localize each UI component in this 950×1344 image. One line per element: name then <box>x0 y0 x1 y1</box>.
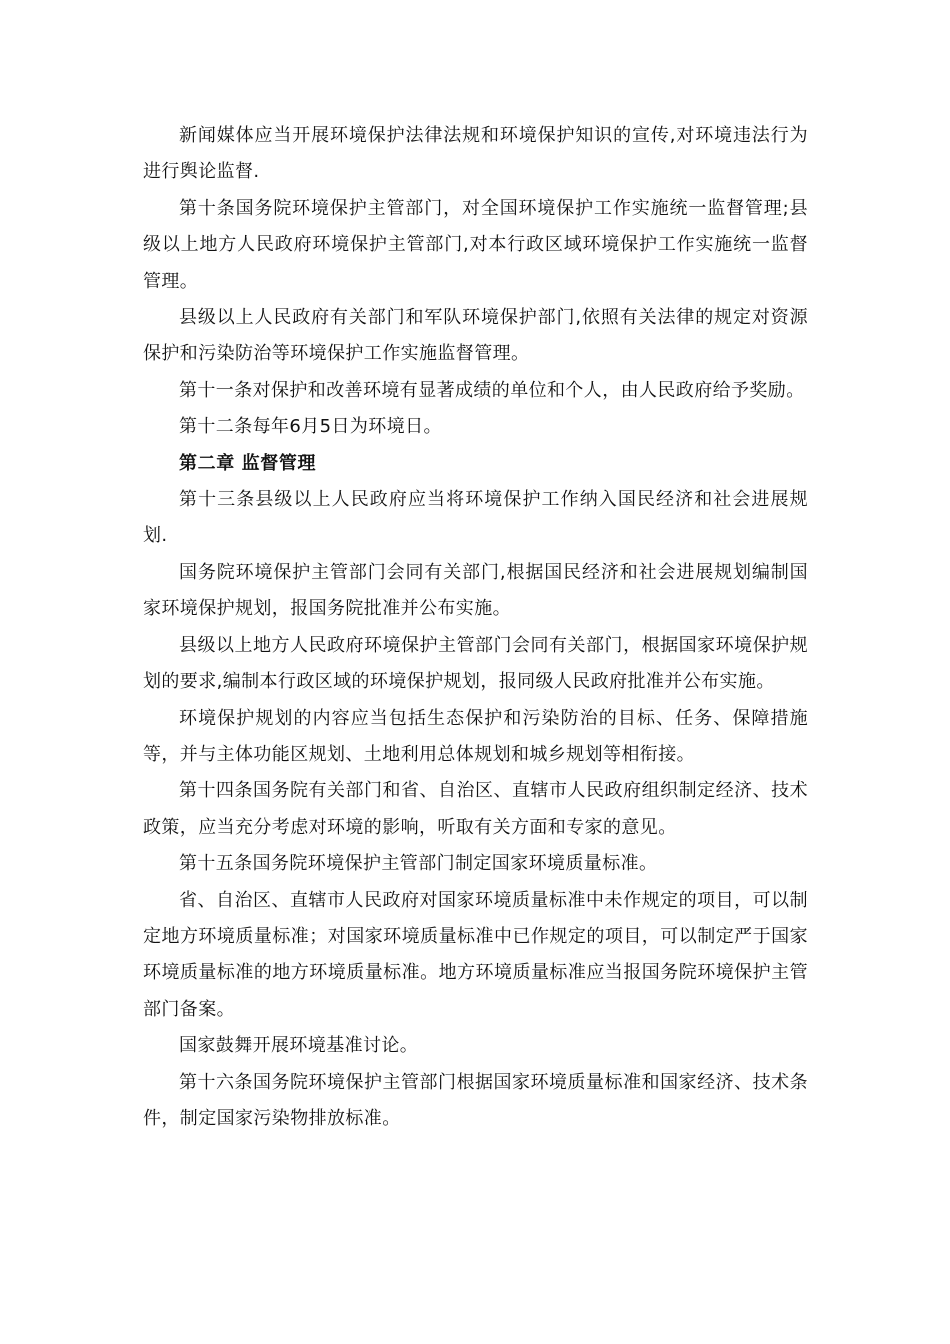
paragraph: 环境保护规划的内容应当包括生态保护和污染防治的目标、任务、保障措施等，并与主体功能区规划、土地利用总体规划和城乡规划等相衔接。 <box>143 707 808 765</box>
paragraph: 县级以上人民政府有关部门和军队环境保护部门,依照有关法律的规定对资源保护和污染防治等环境保护工作实施监督管理。 <box>143 307 808 365</box>
paragraph: 第十一条对保护和改善环境有显著成绩的单位和个人，由人民政府给予奖励。 <box>179 379 805 401</box>
chapter-heading: 第二章 监督管理 <box>179 452 317 474</box>
paragraph: 第十五条国务院环境保护主管部门制定国家环境质量标准。 <box>179 853 658 875</box>
paragraph: 国务院环境保护主管部门会同有关部门,根据国民经济和社会进展规划编制国家环境保护规划，报国务院批准并公布实施。 <box>143 561 808 620</box>
document-body <box>143 118 808 1137</box>
paragraph: 第十四条国务院有关部门和省、自治区、直辖市人民政府组织制定经济、技术政策，应当充分考虑对环境的影响，听取有关方面和专家的意见。 <box>143 780 808 838</box>
paragraph: 第十条国务院环境保护主管部门，对全国环境保护工作实施统一监督管理;县级以上地方人民政府环境保护主管部门,对本行政区域环境保护工作实施统一监督管理。 <box>143 197 808 292</box>
paragraph: 省、自治区、直辖市人民政府对国家环境质量标准中未作规定的项目，可以制定地方环境质量标准；对国家环境质量标准中已作规定的项目，可以制定严于国家环境质量标准的地方环境质量标准。地方环境质量标准应当报国务院环境保护主管部门备案。 <box>143 889 808 1020</box>
paragraph: 新闻媒体应当开展环境保护法律法规和环境保护知识的宣传,对环境违法行为进行舆论监督. <box>143 125 808 183</box>
paragraph: 第十三条县级以上人民政府应当将环境保护工作纳入国民经济和社会进展规划. <box>143 489 808 547</box>
paragraph: 第十六条国务院环境保护主管部门根据国家环境质量标准和国家经济、技术条件，制定国家污染物排放标准。 <box>143 1071 808 1129</box>
paragraph: 县级以上地方人民政府环境保护主管部门会同有关部门，根据国家环境保护规划的要求,编制本行政区域的环境保护规划，报同级人民政府批准并公布实施。 <box>143 634 808 693</box>
paragraph: 第十二条每年6月5日为环境日。 <box>179 416 442 438</box>
paragraph: 国家鼓舞开展环境基准讨论。 <box>179 1035 419 1057</box>
